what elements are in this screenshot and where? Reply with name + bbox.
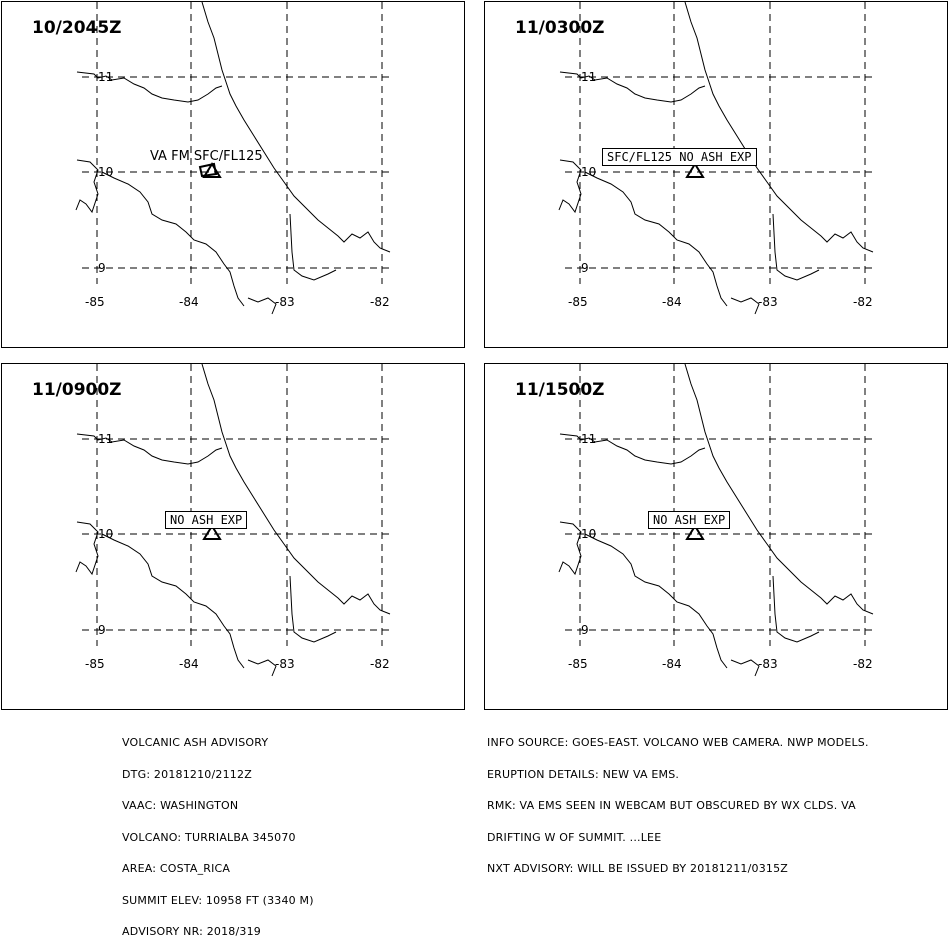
lat-label: 9 <box>581 261 589 275</box>
lat-label: 9 <box>98 623 106 637</box>
lat-label: 11 <box>98 432 114 446</box>
lat-label: 11 <box>581 70 597 84</box>
lat-label: 9 <box>581 623 589 637</box>
lon-label: -84 <box>179 657 199 671</box>
advisory-line: DRIFTING W OF SUMMIT. ...LEE <box>487 830 662 844</box>
advisory-line: SUMMIT ELEV: 10958 FT (3340 M) <box>122 893 314 907</box>
coastline-caribbean <box>202 2 390 280</box>
ash-label: SFC/FL125 NO ASH EXP <box>602 148 757 166</box>
ash-label: NO ASH EXP <box>165 511 247 529</box>
lat-label: 10 <box>98 527 114 541</box>
advisory-line: ADVISORY NR: 2018/319 <box>122 925 261 938</box>
advisory-line: VOLCANO: TURRIALBA 345070 <box>122 830 296 844</box>
lon-label: -83 <box>275 657 295 671</box>
map-panel-3 <box>1 363 465 710</box>
lon-label: -83 <box>758 295 778 309</box>
lat-label: 10 <box>98 165 114 179</box>
lon-label: -82 <box>370 657 390 671</box>
coastline-pacific <box>76 72 276 314</box>
advisory-left <box>122 717 314 948</box>
coastline-caribbean <box>685 2 873 280</box>
lon-label: -83 <box>758 657 778 671</box>
advisory-right <box>487 717 869 885</box>
panel-time: 11/1500Z <box>515 380 605 400</box>
coastline-pacific <box>559 434 759 676</box>
lon-label: -85 <box>85 657 105 671</box>
ash-label: VA FM SFC/FL125 <box>150 149 263 164</box>
lon-label: -84 <box>662 657 682 671</box>
map-canvas <box>2 364 464 711</box>
lon-label: -82 <box>370 295 390 309</box>
map-canvas <box>2 2 464 347</box>
advisory-line: NXT ADVISORY: WILL BE ISSUED BY 20181211/0315Z <box>487 862 789 875</box>
panel-time: 11/0300Z <box>515 18 605 38</box>
ash-label: NO ASH EXP <box>648 511 730 529</box>
lon-label: -85 <box>568 295 588 309</box>
advisory-line: ERUPTION DETAILS: NEW VA EMS. <box>487 767 680 781</box>
coastline-pacific <box>559 72 759 314</box>
coastline-caribbean <box>202 364 390 642</box>
map-canvas <box>485 2 947 347</box>
lon-label: -84 <box>662 295 682 309</box>
map-panel-2 <box>484 1 948 348</box>
lon-label: -83 <box>275 295 295 309</box>
lat-label: 9 <box>98 261 106 275</box>
advisory-line: RMK: VA EMS SEEN IN WEBCAM BUT OBSCURED BY WX CLDS. VA <box>487 799 856 812</box>
panel-time: 11/0900Z <box>32 380 122 400</box>
coastline-pacific <box>76 434 276 676</box>
lon-label: -85 <box>85 295 105 309</box>
advisory-line: VOLCANIC ASH ADVISORY <box>122 736 269 749</box>
lon-label: -84 <box>179 295 199 309</box>
advisory-line: VAAC: WASHINGTON <box>122 799 239 812</box>
advisory-line: DTG: 20181210/2112Z <box>122 767 252 781</box>
lat-label: 11 <box>581 432 597 446</box>
coastline-caribbean <box>685 364 873 642</box>
map-canvas <box>485 364 947 711</box>
lat-label: 11 <box>98 70 114 84</box>
lon-label: -82 <box>853 295 873 309</box>
panel-time: 10/2045Z <box>32 18 122 38</box>
lat-label: 10 <box>581 165 597 179</box>
lon-label: -82 <box>853 657 873 671</box>
advisory-line: INFO SOURCE: GOES-EAST. VOLCANO WEB CAMERA. NWP MODELS. <box>487 736 869 749</box>
map-panel-4 <box>484 363 948 710</box>
lon-label: -85 <box>568 657 588 671</box>
advisory-line: AREA: COSTA_RICA <box>122 862 231 875</box>
map-panel-1 <box>1 1 465 348</box>
lat-label: 10 <box>581 527 597 541</box>
